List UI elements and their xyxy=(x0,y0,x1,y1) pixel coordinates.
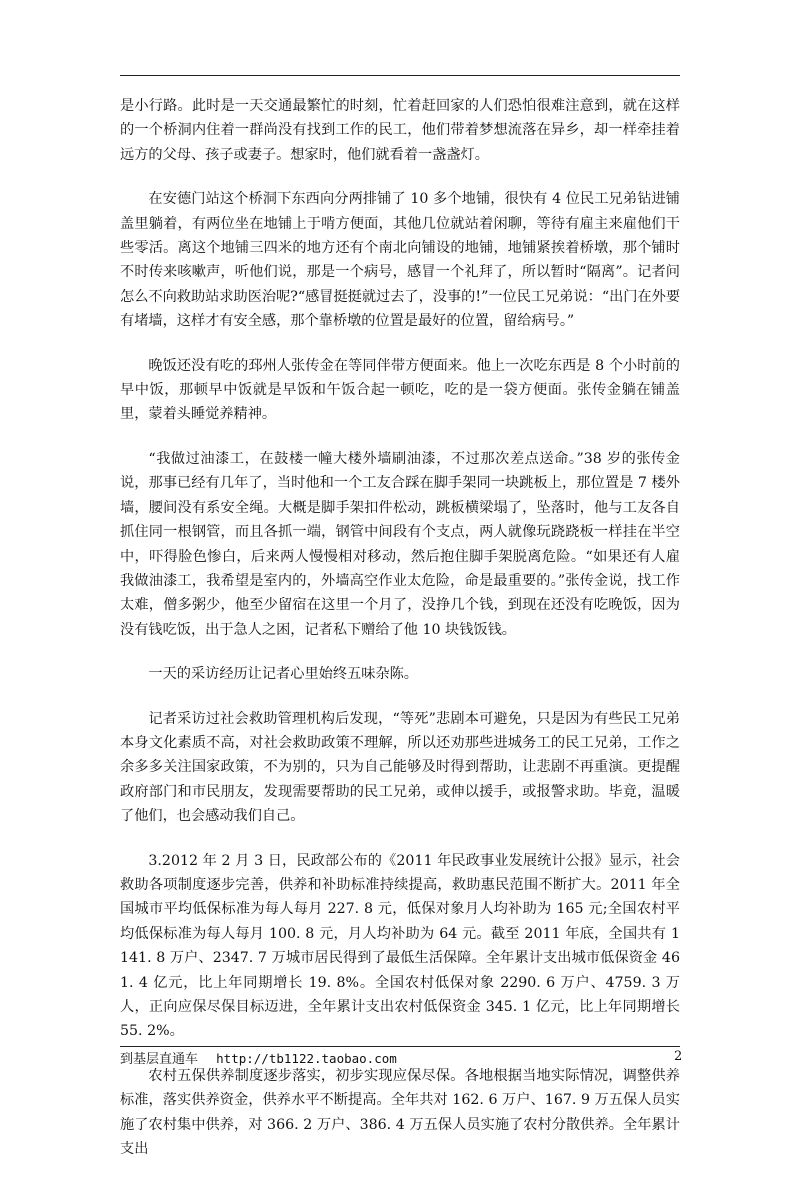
document-body xyxy=(120,94,683,1177)
header-rule xyxy=(120,75,680,76)
footer-label: 到基层直通车 xyxy=(120,1052,199,1067)
paragraph-reflection: 一天的采访经历让记者心里始终五味杂陈。 xyxy=(148,666,418,683)
footer-url[interactable]: http://tb1122.taobao.com xyxy=(216,1051,397,1066)
paragraph-statistics: 3.2012 年 2 月 3 日，民政部公布的《2011 年民政事业发展统计公报》显示，社会救助各项制度逐步完善，供养和补助标准持续提高，救助惠民范围不断扩大。2011 年全国城市平均低保标准为每人每月 227. 8 元，低保对象月人均补助为 165 元;全国农村平均低保标准为每人每月 100. 8 元，月人均补助为 64 元。截至 2011 年底，全国共有 1141. 8 万户、2347. 7 万城市居民得到了最低生活保障。全年累计支出城市低保资金 461. 4 亿元，比上年同期增长 19. 8%。全国农村低保对象 2290. 6 万户、4759. 3 万人，正向应保尽保目标迈进，全年累计支出农村低保资金 345. 1 亿元，比上年同期增长 55. 2%。 xyxy=(120,852,680,1040)
paragraph-continuation: 是小行路。此时是一天交通最繁忙的时刻，忙着赶回家的人们恐怕很难注意到，就在这样的一个桥洞内住着一群尚没有找到工作的民工，他们带着梦想流落在异乡，却一样牵挂着远方的父母、孩子或妻子。想家时，他们就看着一盏盏灯。 xyxy=(120,98,680,163)
paragraph-social-aid: 记者采访过社会救助管理机构后发现，“等死”悲剧本可避免，只是因为有些民工兄弟本身文化素质不高，对社会救助政策不理解，所以还劝那些进城务工的民工兄弟，工作之余多多关注国家政策，不为别的，只为自己能够及时得到帮助，让悲剧不再重演。更提醒政府部门和市民朋友，发现需要帮助的民工兄弟，或伸以援手，或报警求助。毕竟，温暖了他们，也会感动我们自己。 xyxy=(120,710,680,825)
paragraph-zhang-dinner: 晚饭还没有吃的邳州人张传金在等同伴带方便面来。他上一次吃东西是 8 个小时前的早中饭，那顿早中饭就是早饭和午饭合起一顿吃，吃的是一袋方便面。张传金躺在铺盖里，蒙着头睡觉养精神。 xyxy=(120,357,680,423)
paragraph-painter-story: “我做过油漆工，在鼓楼一幢大楼外墙刷油漆，不过那次差点送命。”38 岁的张传金说，那事已经有几年了，当时他和一个工友合踩在脚手架同一块跳板上，那位置是 7 楼外墙，腰间没有系安全绳。大概是脚手架扣件松动，跳板横梁塌了，坠落时，他与工友各自抓住同一根钢管，而且各抓一端，钢管中间段有个支点，两人就像玩跷跷板一样挂在半空中，吓得脸色惨白，后来两人慢慢相对移动，然后抱住脚手架脱离危险。“如果还有人雇我做油漆工，我希望是室内的，外墙高空作业太危险，命是最重要的。”张传金说，找工作太难，僧多粥少，他至少留宿在这里一个月了，没挣几个钱，到现在还没有吃晚饭，因为没有钱吃饭，出于急人之困，记者私下赠给了他 10 块钱饭钱。 xyxy=(120,450,680,638)
footer xyxy=(120,1050,397,1069)
paragraph-bridge-shelter: 在安德门站这个桥洞下东西向分两排铺了 10 多个地铺，很快有 4 位民工兄弟钻进铺盖里躺着，有两位坐在地铺上于啃方便面，其他几位就站着闲聊，等待有雇主来雇他们干些零活。离这个地铺三四米的地方还有个南北向铺设的地铺，地铺紧挨着桥墩，那个铺时不时传来咳嗽声，听他们说，那是一个病号，感冒一个礼拜了，所以暂时“隔离”。记者问怎么不向救助站求助医治呢?“感冒挺挺就过去了，没事的!”一位民工兄弟说：“出门在外要有堵墙，这样才有安全感，那个靠桥墩的位置是最好的位置，留给病号。” xyxy=(120,191,681,330)
page-number: 2 xyxy=(674,1049,683,1064)
paragraph-rural-support: 农村五保供养制度逐步落实，初步实现应保尽保。各地根据当地实际情况，调整供养标准，落实供养资金，供养水平不断提高。全年共对 162. 6 万户、167. 9 万五保人员实施了农村集中供养，对 366. 2 万户、386. 4 万五保人员实施了农村分散供养。全年累计支出 xyxy=(120,1067,680,1158)
footer-rule xyxy=(120,1046,680,1047)
